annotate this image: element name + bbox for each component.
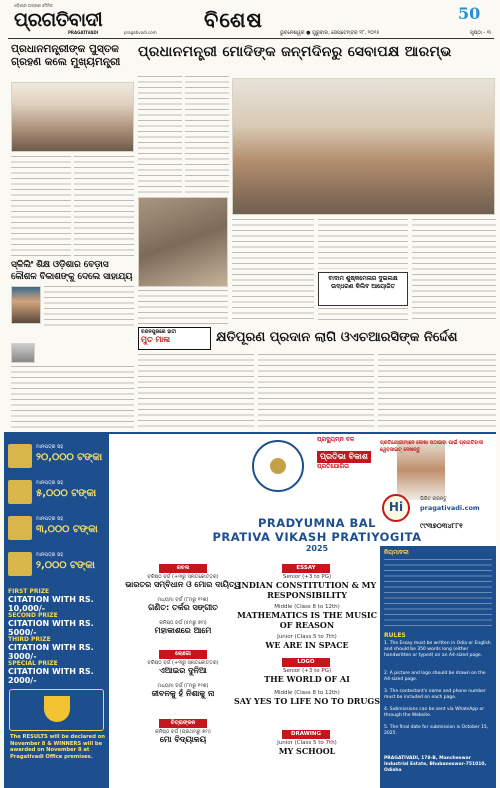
main-text-col-2	[185, 76, 229, 194]
anniversary-number: 50	[458, 4, 481, 23]
citation-3	[8, 636, 105, 660]
section-title: ବିଶେଷ	[204, 8, 263, 32]
rule-2: 2. A picture and logo should be drawn on the A4-sized page.	[384, 671, 486, 682]
header-rule	[8, 38, 494, 39]
left-text-col-2	[74, 156, 134, 256]
left-text-col-4	[11, 366, 134, 428]
portrait-photo	[11, 286, 41, 324]
contest-main	[112, 434, 422, 788]
seva-pakhya-photo	[232, 78, 495, 215]
small-photo	[11, 343, 35, 363]
topic-text: ଭାରତର ସମ୍ବିଧାନ ଓ ମୋର ଦାୟିତ୍ୱ	[125, 580, 241, 589]
citation-value: CITATION WITH RS. 2000/-	[8, 667, 94, 685]
citation-4	[8, 660, 105, 684]
masthead	[6, 3, 494, 39]
pratibha-main: ପ୍ରତିଭା ବିକାଶ	[317, 451, 371, 463]
seal-center	[270, 458, 286, 474]
topic-group: କନିଷ୍ଠ ବର୍ଗ (ପ୍ରଥମରୁ ୭ମ)	[155, 729, 211, 735]
title-line-1: PRADYUMNA BAL	[257, 516, 377, 530]
topic-text: INDIAN CONSTITUTION & MY RESPONSIBILITY	[237, 580, 377, 600]
eng-topic-3	[232, 634, 382, 650]
prize-label: ମାନପତ୍ର ସହ	[36, 516, 64, 522]
citation-rank: SPECIAL PRIZE	[8, 660, 58, 667]
prize-badge-icon	[8, 552, 32, 576]
trophy-icon	[44, 696, 70, 722]
trophy-banner	[9, 689, 104, 731]
topic-group: Senior (+3 to PG)	[282, 574, 332, 580]
hi-badge	[382, 494, 410, 522]
topic-group: ମଧ୍ୟମା ବର୍ଗ (୮ମରୁ ୧୨ଶ)	[157, 597, 209, 603]
topic-group: Middle (Class 8 to 12th)	[274, 604, 340, 610]
main-text-col-7	[138, 290, 228, 324]
topic-group: Middle (Class 8 to 12th)	[274, 690, 340, 696]
prize-badge-icon	[8, 480, 32, 504]
category-logo-english: LOGO	[282, 658, 330, 667]
topic-text: SAY YES TO LIFE NO TO DRUGS	[233, 696, 381, 706]
prize-amount: ୨,୦୦୦ ଟଙ୍କା	[36, 560, 95, 571]
brand-tagline: ଓଡ଼ିଶାର ଅଗ୍ରଣୀ ଦୈନିକ	[14, 3, 53, 8]
category-drawing-english: DRAWING	[282, 730, 330, 739]
topic-text: ଗଣିତ: ତର୍କର ସଙ୍ଗୀତ	[148, 603, 218, 612]
cm-book-photo	[11, 82, 134, 152]
eng-topic-4	[232, 668, 382, 684]
main-text-col-1	[138, 76, 182, 194]
prize-badge-icon	[8, 516, 32, 540]
band-text-col-2	[258, 354, 374, 428]
anniversary-logo	[458, 4, 494, 26]
prize-label: ମାନପତ୍ର ସହ	[36, 480, 64, 486]
brand-website[interactable]: pragativadi.com	[124, 30, 157, 35]
rules-heading: RULES	[384, 632, 406, 639]
dateline: ଭୁବନେଶ୍ୱର ● ଗୁରୁବାର, ସେପ୍ଟେମ୍ବର ୧୮, ୨୦୨୫	[280, 30, 380, 36]
topic-text: ଜୀବନକୁ ହଁ ନିଶାକୁ ନା	[151, 689, 215, 698]
prize-1	[8, 442, 108, 476]
topic-text: WE ARE IN SPACE	[265, 640, 349, 650]
main-text-col-5	[318, 308, 408, 324]
left-headline-2[interactable]: ସ୍କିଲିଂ ଶିକ୍ଷ ଓଡ଼ିଶାର ବେଡ଼ାସ କୌଶଳ ବିକାଶଙ୍କୁ ଦେଲେ ସାହାଯ୍ୟ	[11, 260, 133, 282]
rules-odia-text	[384, 559, 492, 629]
eng-topic-2	[232, 604, 382, 630]
office-address: PRAGATIVADI, 178-B, Mancheswar Industrial Estate, Bhubaneswar-751010, Odisha	[384, 756, 487, 773]
contest-info	[380, 434, 496, 788]
band-tag	[138, 327, 211, 350]
topic-text: ମୋ ବିଦ୍ୟାଳୟ	[159, 735, 207, 744]
topic-group: Junior (Class 5 to 7th)	[277, 634, 337, 640]
topic-text: ଏଆଇର ଦୁନିଆ	[159, 666, 207, 675]
category-logo-odia: ଲୋଗୋ	[159, 650, 207, 659]
topic-group: କନିଷ୍ଠ ବର୍ଗ (୫ମରୁ ୭ମ)	[159, 620, 207, 626]
main-text-col-4	[318, 219, 408, 269]
pratibha-sub: ପ୍ରତିଯୋଗିତା	[317, 463, 349, 470]
eng-topic-1	[232, 574, 382, 600]
pratibha-small: ପ୍ରଦ୍ୟୁମ୍ନ ବଳ	[317, 436, 355, 443]
topic-text: ମହାକାଶରେ ଆମେ	[154, 626, 212, 635]
citation-rank: THIRD PRIZE	[8, 636, 51, 643]
band-headline[interactable]: କ୍ଷତିପୂରଣ ପ୍ରଦାନ ଲାଗି ଓଏଚଆରସିଙ୍କ ନିର୍ଦ୍ଦେଶ	[216, 330, 458, 345]
boxed-story[interactable]	[318, 272, 408, 306]
website-link[interactable]: pragativadi.com	[420, 504, 480, 512]
prize-label: ମାନପତ୍ର ସହ	[36, 552, 64, 558]
topic-group: Junior (Class 5 to 7th)	[277, 740, 337, 746]
contest-advertisement	[4, 432, 496, 788]
bal-seal-icon	[252, 440, 304, 492]
category-drawing-odia: ଚିତ୍ରାଙ୍କନ	[159, 719, 207, 728]
main-text-col-6	[412, 219, 496, 323]
topic-group: Senior (+3 to PG)	[282, 668, 332, 674]
prize-amount: ୨୦,୦୦୦ ଟଙ୍କା	[36, 452, 103, 463]
band-tag-top: ଚନ୍ଦନପୁରରେ ହାତୀ	[141, 329, 177, 335]
category-essay-odia: ରଚନା	[159, 564, 207, 573]
prize-amount: ୫,୦୦୦ ଟଙ୍କା	[36, 488, 97, 499]
topic-group: ମଧ୍ୟମା ବର୍ଗ (୮ମରୁ ୧୨ଶ)	[157, 683, 209, 689]
citation-value: CITATION WITH RS. 10,000/-	[8, 595, 94, 613]
citation-rank: SECOND PRIZE	[8, 612, 58, 619]
prize-badge-icon	[8, 444, 32, 468]
left-headline[interactable]: ପ୍ରଧାନମନ୍ତ୍ରୀଙ୍କ ପୁସ୍ତକ ଗ୍ରହଣ କଲେ ମୁଖ୍ୟମନ୍ତ୍ରୀ	[11, 43, 121, 68]
results-note: The RESULTS will be declared on November 8 & WINNERS will be awarded on November 8 at Pragativadi Office premises.	[10, 734, 105, 760]
brand-logo[interactable]: ପ୍ରଗତିବାଦୀ	[14, 9, 103, 31]
band-text-col-3	[378, 354, 496, 428]
title-line-2: PRATIVA VIKASH PRATIYOGITA	[212, 530, 422, 544]
left-text-col-1	[11, 156, 71, 256]
topic-text: MY SCHOOL	[278, 746, 336, 756]
boxed-headline: ବାଦାମ ଶୁଷ୍କମେଳାର ଦୁଇଲକ୍ଷ ଉଦ୍ଧରଣ କିଲିବ ଆୟୋଜିତ	[328, 275, 398, 290]
brand-subtitle: PRAGATIVADI	[68, 30, 99, 35]
topic-group: ବରିଷ୍ଠ ବର୍ଗ (+୩ରୁ ସ୍ନାତକୋତ୍ତର)	[147, 574, 219, 580]
prize-4	[8, 550, 108, 584]
topic-text: THE WORLD OF AI	[264, 674, 350, 684]
rule-5: 5. The final date for submission is October 15, 2025.	[384, 725, 489, 736]
prize-label: ମାନପତ୍ର ସହ	[36, 444, 64, 450]
elephant-story-band	[138, 327, 496, 350]
eng-topic-5	[232, 690, 382, 706]
rules-panel	[380, 546, 496, 788]
page-number: ପୃଷ୍ଠା - ୩	[470, 30, 491, 36]
citation-1	[8, 588, 105, 612]
band-tag-bottom: ମୁତ ମାଳା	[141, 335, 171, 344]
topic-group: ବରିଷ୍ଠ ବର୍ଗ (+୩ରୁ ସ୍ନାତକୋତ୍ତର)	[147, 660, 219, 666]
promo-text: ପ୍ରତିଯୋଗୀମାନେ ଲେଖା ପଠାଇବା ପାଇଁ ପ୍ରଗତିବାଦୀ ୱେବସାଇଟ୍ ଦେଖନ୍ତୁ	[380, 440, 484, 453]
visit-label: ଭିଜିଟ୍ କରନ୍ତୁ	[420, 496, 447, 502]
main-text-col-3	[232, 219, 314, 323]
rule-3: 3. The contestant's name and phone number must be included on each page.	[384, 689, 486, 700]
crowd-photo	[138, 197, 228, 287]
rule-4: 4. Submissions can be sent via WhatsApp or through the Website.	[384, 707, 485, 718]
band-text-col-1	[138, 354, 254, 428]
prize-amount: ୩,୦୦୦ ଟଙ୍କା	[36, 524, 98, 535]
rules-odia-heading: ନିୟମାବଳୀ	[384, 549, 409, 556]
whatsapp-number[interactable]: ୯୯୩୭୦୩୪୮୮୧	[420, 522, 463, 530]
hi-text: Hi	[388, 500, 404, 514]
citation-rank: FIRST PRIZE	[8, 588, 50, 595]
citation-value: CITATION WITH RS. 3000/-	[8, 643, 94, 661]
title-year: 2025	[305, 544, 329, 553]
prize-2	[8, 478, 108, 512]
citation-2	[8, 612, 105, 636]
prize-column	[4, 434, 109, 788]
eng-topic-6	[232, 740, 382, 756]
topic-text: MATHEMATICS IS THE MUSIC OF REASON	[237, 610, 377, 630]
rule-1: 1. The Essay must be written in Odia or English and should be 350 words long (either handwritten or typed) on an A4-sized page.	[384, 641, 491, 658]
category-essay-english: ESSAY	[282, 564, 330, 573]
left-text-col-3	[44, 286, 134, 326]
main-headline[interactable]: ପ୍ରଧାନମନ୍ତ୍ରୀ ମୋଦିଙ୍କ ଜନ୍ମଦିନରୁ ସେବାପକ୍ଷ ଆରମ୍ଭ	[138, 44, 452, 60]
prize-3	[8, 514, 108, 548]
citation-value: CITATION WITH RS. 5000/-	[8, 619, 94, 637]
